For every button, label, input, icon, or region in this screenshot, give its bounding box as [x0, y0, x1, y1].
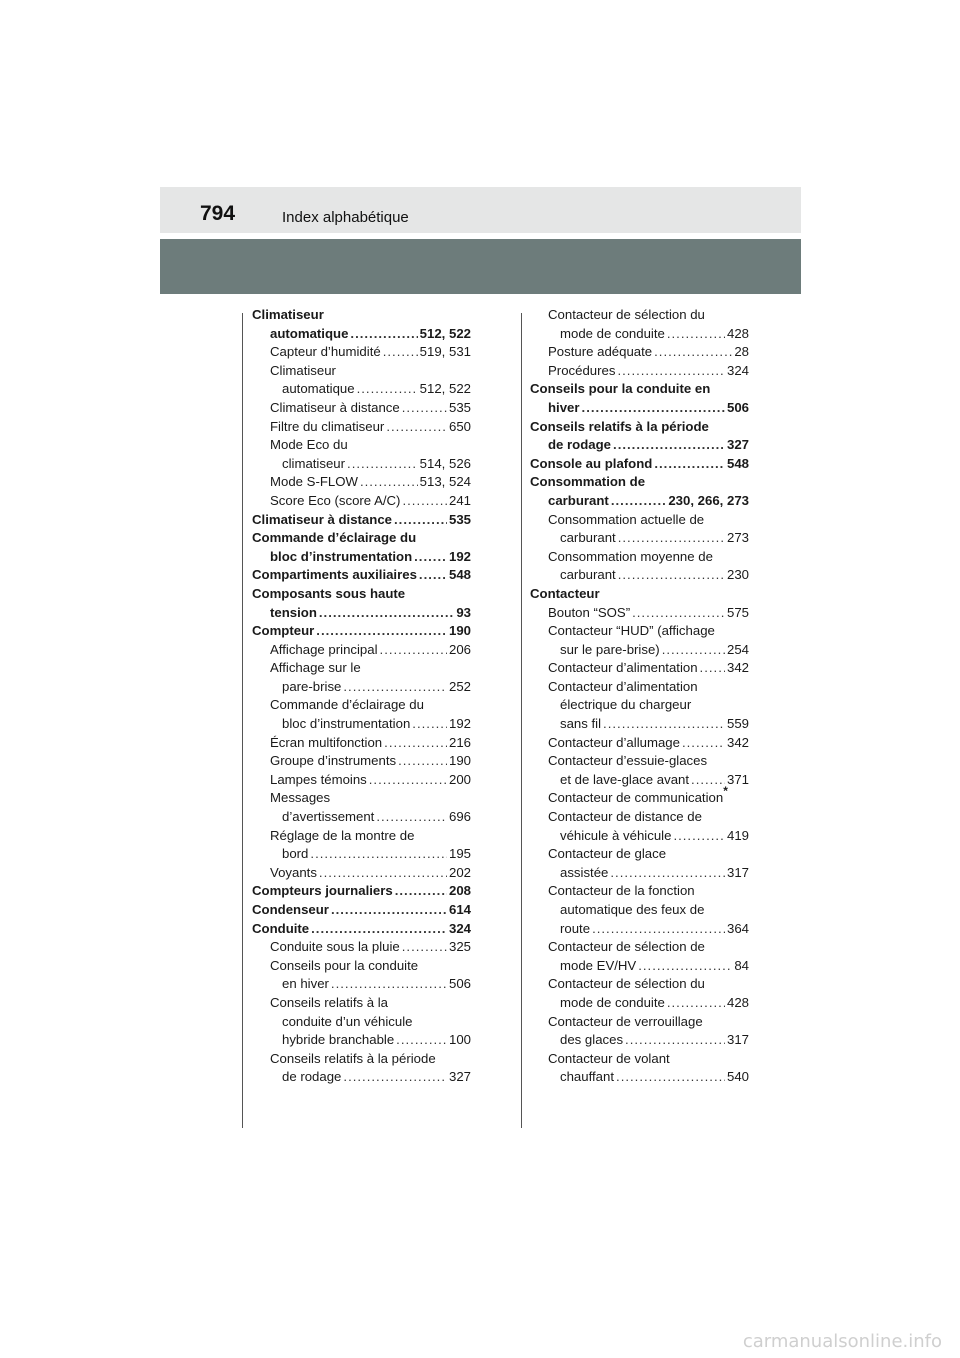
- dot-leader: [667, 325, 725, 344]
- index-entry-term: carburant: [560, 530, 616, 546]
- index-entry: [252, 975, 471, 994]
- index-entry-term: hiver: [548, 399, 580, 415]
- dot-leader: [638, 957, 732, 976]
- index-entry-term: Consommation moyenne de: [548, 548, 713, 564]
- index-entry: [530, 399, 749, 418]
- index-entry: [252, 436, 471, 455]
- index-entry: [530, 864, 749, 883]
- index-entry-page: 327: [726, 437, 749, 453]
- index-entry-page: 317: [726, 1032, 749, 1048]
- index-entry-term: Procédures: [548, 362, 616, 378]
- index-entry: [530, 1068, 749, 1087]
- index-entry-page: 192: [448, 548, 471, 564]
- index-entry-term: véhicule à véhicule: [560, 827, 672, 843]
- index-entry: [252, 1068, 471, 1087]
- index-entry-term: d’avertissement: [282, 809, 375, 825]
- index-entry: [530, 306, 749, 325]
- index-entry-page: 512, 522: [419, 325, 471, 341]
- index-entry: [252, 492, 471, 511]
- index-entry: [530, 622, 749, 641]
- index-entry-page: 327: [448, 1069, 471, 1085]
- index-entry-term: mode EV/HV: [560, 957, 637, 973]
- index-entry: [530, 362, 749, 381]
- index-entry: [530, 1050, 749, 1069]
- index-entry-page: 364: [726, 920, 749, 936]
- index-entry-page: 93: [456, 604, 471, 620]
- index-entry: [530, 492, 749, 511]
- index-entry-term: Composants sous haute: [252, 585, 406, 601]
- index-entry-page: 428: [726, 994, 749, 1010]
- index-entry-page: 506: [726, 399, 749, 415]
- dot-leader: [350, 325, 417, 344]
- index-entry-term: mode de conduite: [560, 994, 665, 1010]
- index-entry-term: automatique des feux de: [560, 902, 705, 917]
- index-entry: [530, 715, 749, 734]
- watermark: carmanualsonline.info: [742, 1331, 942, 1352]
- index-entry-term: Contacteur de sélection du: [548, 307, 705, 322]
- dot-leader: [625, 1031, 725, 1050]
- index-entry: [252, 418, 471, 437]
- index-entry-term: Climatiseur à distance: [270, 399, 400, 415]
- index-entry: [530, 1013, 749, 1032]
- index-entry: [530, 325, 749, 344]
- index-entry-term: Contacteur “HUD” (affichage: [548, 623, 715, 639]
- index-entry: [252, 957, 471, 976]
- dot-leader: [357, 380, 418, 399]
- index-entry: [252, 380, 471, 399]
- index-entry-term: de rodage: [282, 1069, 342, 1085]
- index-entry: [530, 938, 749, 957]
- index-entry-page: 254: [726, 641, 749, 657]
- dot-leader: [582, 399, 725, 418]
- index-entry-term: Conduite: [252, 920, 310, 936]
- dot-leader: [613, 436, 725, 455]
- dot-leader: [402, 492, 447, 511]
- section-title: Index alphabétique: [282, 209, 409, 226]
- index-entry-term: Contacteur d’essuie-glaces: [548, 753, 708, 769]
- index-entry-page: 230, 266, 273: [668, 492, 749, 508]
- index-entry: [530, 901, 749, 920]
- index-entry-term: Filtre du climatiseur: [270, 418, 385, 434]
- dot-leader: [618, 566, 725, 585]
- index-entry: [530, 566, 749, 585]
- index-entry-page: 192: [448, 716, 471, 732]
- index-entry-term: Mode Eco du: [270, 437, 348, 453]
- index-entry: [530, 455, 749, 474]
- index-entry-term: Consommation de: [530, 474, 646, 490]
- index-entry-page: 535: [448, 511, 471, 527]
- index-entry-term: Conduite sous la pluie: [270, 939, 400, 955]
- dot-leader: [316, 622, 447, 641]
- index-entry-term: Contacteur d’alimentation: [548, 660, 698, 676]
- index-entry-term: Contacteur de sélection du: [548, 976, 705, 992]
- index-entry: [530, 436, 749, 455]
- index-entry: [252, 864, 471, 883]
- index-entry-page: 206: [448, 641, 471, 657]
- index-entry: [530, 827, 749, 846]
- index-entry-term: Conseils relatifs à la période: [270, 1050, 436, 1066]
- index-entry: [530, 585, 749, 604]
- index-entry-term: bloc d’instrumentation: [282, 716, 411, 732]
- index-entry-page: 428: [726, 325, 749, 341]
- index-entry: [252, 901, 471, 920]
- index-entry: [252, 343, 471, 362]
- index-entry-page: 324: [448, 920, 471, 936]
- index-entry-term: Lampes témoins: [270, 771, 367, 787]
- index-entry-term: Contacteur de volant: [548, 1050, 670, 1066]
- index-entry-term: climatiseur: [282, 455, 346, 471]
- index-entry-term: Condenseur: [252, 902, 329, 917]
- index-entry: [530, 548, 749, 567]
- index-entry: [252, 511, 471, 530]
- index-entry-page: 535: [448, 399, 471, 415]
- index-entry: [252, 771, 471, 790]
- index-entry-page: 559: [726, 716, 749, 732]
- index-entry-term: sans fil: [560, 716, 602, 732]
- dot-leader: [603, 715, 725, 734]
- index-entry-term: de rodage: [548, 437, 612, 453]
- index-entry: [252, 789, 471, 808]
- index-entry: [252, 1031, 471, 1050]
- index-entry-page: 512, 522: [419, 381, 471, 397]
- index-entry-term: carburant: [560, 567, 616, 583]
- index-entry-term: Climatiseur à distance: [252, 511, 392, 527]
- index-entry-term: Compartiments auxiliaires: [252, 567, 417, 583]
- index-entry: [530, 418, 749, 437]
- index-entry-term: Climatiseur: [252, 307, 324, 322]
- dot-leader: [673, 827, 725, 846]
- index-entry: [252, 325, 471, 344]
- index-entry: [252, 306, 471, 325]
- index-entry: [252, 827, 471, 846]
- index-entry-term: Écran multifonction: [270, 734, 383, 750]
- index-entry-page: 419: [726, 827, 749, 843]
- index-entry: [252, 752, 471, 771]
- index-entry-page: 190: [448, 623, 471, 639]
- dot-leader: [402, 938, 447, 957]
- index-entry: [530, 380, 749, 399]
- dot-leader: [395, 882, 447, 901]
- index-entry: [252, 678, 471, 697]
- index-entry: [530, 641, 749, 660]
- dot-leader: [618, 529, 725, 548]
- index-entry: [530, 808, 749, 827]
- index-entry: [252, 473, 471, 492]
- dot-leader: [662, 641, 725, 660]
- index-entry-term: Commande d’éclairage du: [270, 697, 424, 713]
- index-entry-term: Conseils pour la conduite en: [530, 381, 711, 397]
- dot-leader: [592, 920, 725, 939]
- index-entry-page: 190: [448, 753, 471, 769]
- page-number: 794: [200, 202, 236, 225]
- index-entry-page: 513, 524: [419, 474, 471, 490]
- index-entry: [252, 994, 471, 1013]
- index-entry-page: 540: [726, 1069, 749, 1085]
- dot-leader: [611, 492, 667, 511]
- index-entry: [530, 604, 749, 623]
- index-entry: [530, 659, 749, 678]
- index-entry-term: sur le pare-brise): [560, 641, 660, 657]
- index-entry-page: 514, 526: [419, 455, 471, 471]
- index-entry-term: automatique: [282, 381, 355, 397]
- index-entry-term: mode de conduite: [560, 325, 665, 341]
- index-entry-term: Bouton “SOS”: [548, 604, 631, 620]
- index-entry: [252, 455, 471, 474]
- index-entry-term: Console au plafond: [530, 455, 653, 471]
- dot-leader: [384, 734, 447, 753]
- index-entry-term: Score Eco (score A/C): [270, 492, 401, 508]
- dot-leader: [616, 1068, 725, 1087]
- index-entry: [252, 696, 471, 715]
- index-entry: [252, 882, 471, 901]
- index-entry-page: 342: [726, 734, 749, 750]
- index-entry-term: automatique: [270, 325, 349, 341]
- dot-leader: [311, 920, 447, 939]
- index-entry-term: Contacteur de la fonction: [548, 883, 695, 899]
- index-entry: [252, 529, 471, 548]
- index-entry: [252, 362, 471, 381]
- index-entry: [252, 585, 471, 604]
- dot-leader: [419, 566, 447, 585]
- index-entry: [252, 1013, 471, 1032]
- header-band: [160, 187, 801, 233]
- left-column-rule: [242, 313, 243, 1128]
- dot-leader: [682, 734, 725, 753]
- index-entry: [530, 975, 749, 994]
- index-entry-term: Contacteur d’allumage: [548, 734, 680, 750]
- dot-leader: [383, 343, 418, 362]
- dot-leader: [380, 641, 447, 660]
- index-entry-term: Capteur d’humidité: [270, 344, 381, 360]
- index-entry: [530, 1031, 749, 1050]
- dot-leader: [632, 604, 725, 623]
- index-entry-term: bord: [282, 846, 309, 862]
- index-entry-page: 650: [448, 418, 471, 434]
- index-entry: [252, 845, 471, 864]
- index-entry-page: 252: [448, 678, 471, 694]
- dot-leader: [369, 771, 447, 790]
- dot-leader: [396, 1031, 447, 1050]
- index-entry-term: Conseils relatifs à la: [270, 994, 389, 1010]
- index-entry: [252, 920, 471, 939]
- dot-leader: [319, 864, 447, 883]
- index-entry-page: 241: [448, 492, 471, 508]
- dot-leader: [386, 418, 447, 437]
- index-entry-page: 273: [726, 530, 749, 546]
- index-entry-page: 84: [734, 957, 749, 973]
- index-entry: [252, 938, 471, 957]
- index-entry-term: Contacteur de sélection de: [548, 939, 705, 955]
- index-entry: [530, 994, 749, 1013]
- index-entry: [252, 641, 471, 660]
- dot-leader: [654, 455, 725, 474]
- dot-leader: [414, 548, 447, 567]
- index-entry: [252, 399, 471, 418]
- dot-leader: [394, 511, 447, 530]
- left-index-column: [252, 306, 471, 1087]
- index-entry-page: 202: [448, 864, 471, 880]
- index-entry-term: Groupe d’instruments: [270, 753, 397, 769]
- index-entry-page: 317: [726, 864, 749, 880]
- index-entry-page: 230: [726, 567, 749, 583]
- index-entry-term: Posture adéquate: [548, 344, 653, 360]
- index-entry-term: Contacteur de distance de: [548, 809, 702, 825]
- right-index-column: [530, 306, 749, 1087]
- index-entry-term: des glaces: [560, 1032, 624, 1048]
- index-entry-page: 575: [726, 604, 749, 620]
- index-entry-page: 324: [726, 362, 749, 378]
- index-entry-term: Compteur: [252, 623, 315, 639]
- index-entry-page: 506: [448, 976, 471, 992]
- gray-banner: [160, 239, 801, 294]
- index-entry-term: Réglage de la montre de: [270, 827, 415, 843]
- index-entry-term: Conseils pour la conduite: [270, 957, 419, 973]
- index-entry-term: hybride branchable: [282, 1032, 395, 1048]
- index-entry-term: Mode S-FLOW: [270, 474, 358, 490]
- index-entry-term: Contacteur: [530, 585, 600, 601]
- index-entry: [252, 604, 471, 623]
- index-entry: [252, 808, 471, 827]
- dot-leader: [347, 455, 418, 474]
- dot-leader: [667, 994, 725, 1013]
- index-entry-term: Consommation actuelle de: [548, 511, 705, 527]
- index-entry-page: 216: [448, 734, 471, 750]
- index-entry: [530, 473, 749, 492]
- index-entry: [530, 529, 749, 548]
- index-entry: [530, 696, 749, 715]
- index-entry: [252, 715, 471, 734]
- index-entry-page: 548: [448, 567, 471, 583]
- index-entry-term: Voyants: [270, 864, 317, 880]
- dot-leader: [343, 678, 447, 697]
- index-entry-term: Compteurs journaliers: [252, 883, 393, 899]
- dot-leader: [700, 659, 725, 678]
- dot-leader: [376, 808, 447, 827]
- index-entry: [530, 752, 749, 771]
- index-entry: [530, 784, 749, 808]
- index-entry: [530, 845, 749, 864]
- index-entry: [530, 920, 749, 939]
- index-entry-term: Contacteur de communication: [548, 790, 724, 806]
- index-entry: [530, 511, 749, 530]
- index-entry-page: 28: [734, 344, 749, 360]
- index-entry: [530, 343, 749, 362]
- index-entry-term: Commande d’éclairage du: [252, 530, 417, 546]
- dot-leader: [610, 864, 725, 883]
- index-entry-term: carburant: [548, 492, 609, 508]
- index-entry-page: 342: [726, 660, 749, 676]
- dot-leader: [319, 604, 454, 623]
- index-entry-page: 371: [726, 771, 749, 787]
- index-entry-term: Contacteur de verrouillage: [548, 1013, 703, 1029]
- footnote-star: *: [723, 784, 728, 799]
- index-entry-term: assistée: [560, 864, 609, 880]
- dot-leader: [398, 752, 447, 771]
- right-column-rule: [521, 313, 522, 1128]
- dot-leader: [331, 901, 447, 920]
- dot-leader: [412, 715, 447, 734]
- index-entry-term: route: [560, 920, 591, 936]
- index-entry-term: conduite d’un véhicule: [282, 1013, 413, 1029]
- index-entry: [530, 957, 749, 976]
- index-entry: [252, 734, 471, 753]
- index-entry: [530, 734, 749, 753]
- index-entry-term: chauffant: [560, 1069, 615, 1085]
- index-entry-term: Climatiseur: [270, 362, 336, 378]
- index-entry: [252, 659, 471, 678]
- index-entry: [530, 882, 749, 901]
- index-entry-term: électrique du chargeur: [560, 697, 692, 713]
- index-entry-term: Contacteur d’alimentation: [548, 678, 698, 694]
- dot-leader: [343, 1068, 447, 1087]
- index-entry: [252, 1050, 471, 1069]
- index-entry: [252, 548, 471, 567]
- index-entry-term: Affichage principal: [270, 641, 378, 657]
- index-entry-term: Affichage sur le: [270, 660, 361, 676]
- index-entry-page: 195: [448, 846, 471, 862]
- index-entry-page: 519, 531: [419, 344, 471, 360]
- index-entry-term: Conseils relatifs à la période: [530, 418, 709, 434]
- index-entry-page: 100: [448, 1032, 471, 1048]
- index-entry: [530, 771, 749, 790]
- dot-leader: [310, 845, 447, 864]
- dot-leader: [654, 343, 732, 362]
- index-entry-term: tension: [270, 604, 317, 620]
- index-entry-term: et de lave-glace avant: [560, 771, 690, 787]
- dot-leader: [331, 975, 447, 994]
- index-entry-page: 325: [448, 939, 471, 955]
- index-entry-term: Messages: [270, 790, 331, 806]
- index-entry: [252, 566, 471, 585]
- index-entry-page: 200: [448, 771, 471, 787]
- dot-leader: [617, 362, 725, 381]
- index-entry: [530, 678, 749, 697]
- dot-leader: [402, 399, 447, 418]
- index-entry-term: bloc d’instrumentation: [270, 548, 413, 564]
- index-entry: [252, 622, 471, 641]
- index-entry-term: Contacteur de glace: [548, 846, 667, 862]
- index-entry-term: en hiver: [282, 976, 329, 992]
- dot-leader: [691, 771, 725, 790]
- index-entry-page: 208: [448, 883, 471, 899]
- dot-leader: [360, 473, 418, 492]
- index-entry-page: 548: [726, 455, 749, 471]
- index-entry-term: pare-brise: [282, 678, 342, 694]
- index-entry-page: 614: [448, 902, 471, 917]
- index-entry-page: 696: [448, 809, 471, 825]
